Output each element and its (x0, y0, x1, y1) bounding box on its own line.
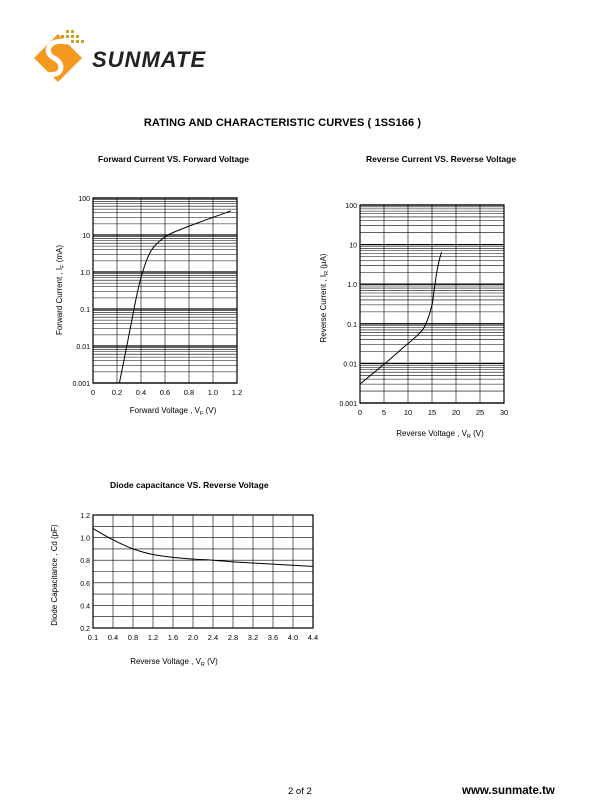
x-tick-label: 1.6 (167, 633, 179, 642)
y-tick-label: 100 (78, 196, 90, 203)
x-tick-label: 10 (403, 408, 413, 417)
x-axis-label: Forward Voltage , $V_F$ (V) (129, 406, 217, 417)
x-tick-label: 0.1 (87, 633, 99, 642)
y-axis-label: Diode Capacitance , Cd (pF) (50, 524, 59, 626)
y-tick-label: 100 (345, 203, 357, 210)
x-tick-label: 30 (499, 408, 509, 417)
y-tick-label: 10 (349, 242, 357, 250)
x-tick-label: 1.2 (147, 633, 159, 642)
x-tick-label: 0.2 (111, 388, 123, 397)
x-tick-label: 5 (381, 408, 387, 417)
forward-chart-title: Forward Current VS. Forward Voltage (98, 154, 249, 164)
x-tick-label: 0 (357, 408, 363, 417)
y-tick-label: 0.01 (76, 344, 90, 351)
reverse-chart-title: Reverse Current VS. Reverse Voltage (366, 154, 517, 164)
y-axis-label: Reverse Current , $I_R$ (μA) (319, 253, 330, 343)
y-tick-label: 1.2 (80, 513, 90, 520)
y-tick-label: 1.0 (80, 535, 90, 543)
x-tick-label: 4.0 (287, 633, 299, 642)
y-tick-label: 0.2 (80, 626, 90, 633)
x-tick-label: 15 (427, 408, 437, 417)
x-tick-label: 3.6 (267, 633, 279, 642)
x-tick-label: 0.6 (159, 388, 171, 397)
x-tick-label: 0.8 (183, 388, 195, 397)
y-axis-label: Forward Current , $I_F$ (mA) (55, 244, 66, 336)
y-tick-label: 0.8 (80, 558, 90, 566)
y-tick-label: 0.1 (80, 307, 90, 314)
x-tick-label: 3.2 (247, 633, 259, 642)
x-tick-label: 25 (475, 408, 485, 417)
series-line (93, 529, 313, 567)
y-tick-label: 10 (82, 233, 90, 240)
website-url: www.sunmate.tw (462, 785, 555, 797)
y-tick-label: 1.0 (80, 270, 90, 277)
x-tick-label: 0 (90, 388, 96, 397)
y-tick-label: 0.6 (80, 580, 90, 588)
x-axis-label: Reverse Voltage , $V_R$ (V) (130, 657, 218, 668)
y-tick-label: 0.01 (343, 361, 357, 369)
page-number: 2 of 2 (288, 786, 312, 797)
x-tick-label: 2.0 (187, 633, 199, 642)
y-tick-label: 0.001 (72, 381, 90, 388)
x-tick-label: 2.8 (227, 633, 239, 642)
brand-name: SUNMATE (92, 47, 207, 72)
x-tick-label: 0.4 (107, 633, 119, 642)
cap-plot (50, 513, 318, 668)
capacitance-chart-title: Diode capacitance VS. Reverse Voltage (110, 480, 269, 490)
page-title: RATING AND CHARACTERISTIC CURVES ( 1SS166 ) (143, 117, 422, 129)
y-tick-label: 0.1 (347, 321, 357, 329)
x-tick-label: 20 (451, 408, 461, 417)
x-tick-label: 4.4 (307, 633, 319, 642)
x-tick-label: 0.4 (135, 388, 147, 397)
x-tick-label: 1.0 (207, 388, 219, 397)
x-tick-label: 1.2 (231, 388, 243, 397)
y-tick-label: 0.001 (339, 401, 357, 408)
y-tick-label: 0.4 (80, 603, 90, 611)
y-tick-label: 1.0 (347, 282, 357, 290)
x-tick-label: 2.4 (207, 633, 219, 642)
x-tick-label: 0.8 (127, 633, 139, 642)
x-axis-label: Reverse Voltage , $V_R$ (V) (396, 429, 484, 440)
